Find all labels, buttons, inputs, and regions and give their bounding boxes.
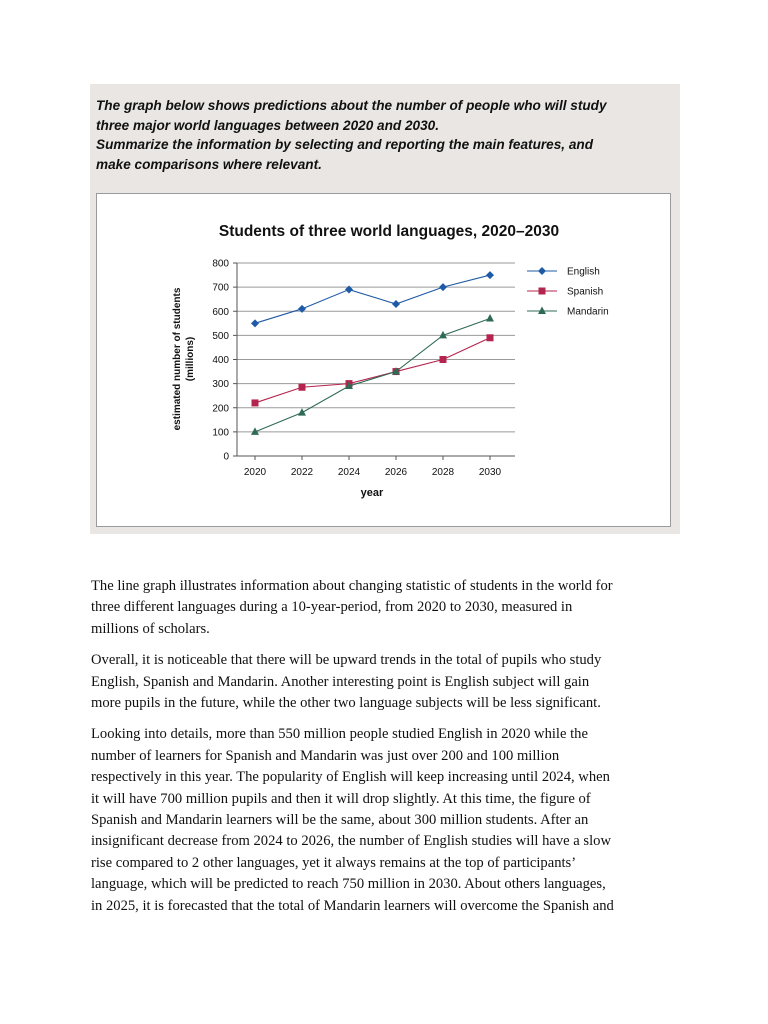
essay-line: English, Spanish and Mandarin. Another interesting point is English subject will gain — [91, 673, 590, 690]
essay-text — [91, 576, 696, 927]
data-point-english — [486, 271, 494, 279]
prompt-line: three major world languages between 2020 and 2030. — [96, 117, 439, 133]
chart-title: Students of three world languages, 2020–2030 — [218, 223, 560, 240]
essay-line: insignificant decrease from 2024 to 2026, the number of English studies will have a slow — [91, 833, 611, 850]
essay-paragraph — [91, 576, 696, 640]
essay-line: language, which will be predicted to reach 750 million in 2030. About others languages, — [91, 876, 606, 893]
task-prompt — [96, 96, 676, 174]
essay-paragraph — [91, 650, 696, 714]
legend-marker-spanish — [539, 288, 546, 295]
x-tick-label: 2026 — [384, 467, 408, 478]
line-chart — [97, 194, 672, 528]
y-tick-label: 200 — [212, 403, 229, 415]
essay-paragraph — [91, 724, 696, 917]
data-point-english — [392, 300, 400, 308]
essay-line: The line graph illustrates information about changing statistic of students in the world for — [91, 578, 613, 594]
line-chart-frame — [96, 193, 671, 527]
prompt-line: The graph below shows predictions about the number of people who will study — [96, 98, 607, 113]
data-point-mandarin — [486, 314, 494, 322]
data-point-spanish — [440, 356, 447, 363]
prompt-line: make comparisons where relevant. — [96, 156, 322, 172]
legend-marker-english — [538, 267, 546, 275]
y-tick-label: 300 — [212, 379, 229, 391]
essay-line: Overall, it is noticeable that there will be upward trends in the total of pupils who study — [91, 652, 602, 669]
essay-line: Looking into details, more than 550 million people studied English in 2020 while the — [91, 726, 588, 743]
x-tick-label: 2020 — [243, 467, 267, 478]
legend-label-english: English — [567, 266, 600, 278]
legend-marker-mandarin — [538, 307, 546, 315]
essay-line: number of learners for Spanish and Mandarin was just over 200 and 100 million — [91, 747, 560, 764]
series-line-english — [255, 275, 490, 323]
data-point-english — [439, 283, 447, 291]
x-tick-label: 2028 — [431, 467, 455, 478]
y-tick-label: 800 — [212, 258, 229, 270]
data-point-english — [251, 319, 259, 327]
x-tick-label: 2030 — [478, 467, 502, 478]
essay-line: respectively in this year. The popularity of English will keep increasing until 2024, when — [91, 769, 610, 786]
data-point-spanish — [487, 334, 494, 341]
essay-line: rise compared to 2 other languages, yet it always remains at the top of participants’ — [91, 854, 577, 871]
essay-line: millions of scholars. — [91, 620, 210, 637]
y-tick-label: 600 — [212, 306, 229, 318]
essay-line: in 2025, it is forecasted that the total of Mandarin learners will overcome the Spanish and — [91, 897, 614, 914]
y-tick-label: 100 — [212, 427, 229, 439]
series-line-spanish — [255, 338, 490, 403]
essay-line: it will have 700 million pupils and then it will drop slightly. At this time, the figure of — [91, 790, 591, 807]
data-point-spanish — [252, 399, 259, 406]
y-tick-label: 500 — [212, 330, 229, 342]
y-axis-units: (millions) — [185, 336, 196, 382]
legend-label-spanish: Spanish — [567, 286, 604, 298]
x-axis-label: year — [360, 487, 384, 499]
essay-line: Spanish and Mandarin learners will be the same, about 300 million students. After an — [91, 812, 589, 829]
y-tick-label: 700 — [212, 282, 229, 294]
y-axis-label: estimated number of students — [172, 287, 183, 431]
data-point-spanish — [299, 384, 306, 391]
data-point-mandarin — [298, 408, 306, 416]
y-tick-label: 400 — [212, 355, 229, 366]
legend-label-mandarin: Mandarin — [567, 306, 609, 318]
x-tick-label: 2022 — [290, 467, 314, 478]
x-tick-label: 2024 — [337, 467, 361, 478]
y-tick-label: 0 — [223, 451, 229, 463]
prompt-line: Summarize the information by selecting and reporting the main features, and — [96, 137, 594, 152]
essay-line: three different languages during a 10-year-period, from 2020 to 2030, measured in — [91, 599, 573, 616]
essay-line: more pupils in the future, while the other two language subjects will be less significant. — [91, 695, 601, 712]
